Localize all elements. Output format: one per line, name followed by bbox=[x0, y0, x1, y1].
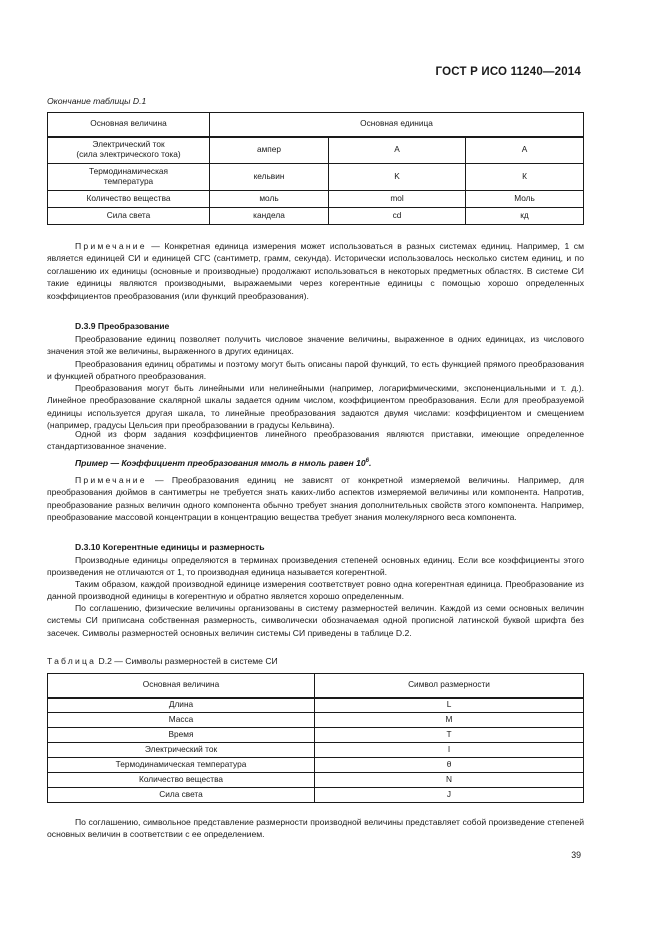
note-lead: Примечание bbox=[75, 475, 147, 485]
table-cell: J bbox=[315, 788, 584, 803]
table-cell: A bbox=[329, 137, 466, 164]
example-line bbox=[75, 458, 371, 468]
column-header: Основная величина bbox=[48, 674, 315, 698]
table-cell: I bbox=[315, 743, 584, 758]
paragraph: Одной из форм задания коэффициентов линейного преобразования являются приставки, имеющие определенное стандартизованное значение. bbox=[47, 429, 584, 452]
table-caption: Окончание таблицы D.1 bbox=[47, 96, 147, 106]
note-lead: Примечание bbox=[75, 241, 147, 251]
table-row bbox=[48, 728, 584, 743]
table-header-row bbox=[48, 674, 584, 698]
paragraph: Преобразование единиц позволяет получить числовое значение величины, выраженное в одних единицах, из числового значения этой же величины, выраженного в других единицах. bbox=[47, 334, 584, 357]
table-cell: Масса bbox=[48, 713, 315, 728]
table-cell: L bbox=[315, 698, 584, 713]
table-row bbox=[48, 713, 584, 728]
table-row bbox=[48, 137, 584, 164]
note-paragraph bbox=[47, 240, 584, 302]
table-cell bbox=[48, 137, 210, 164]
note-paragraph bbox=[47, 474, 584, 524]
table-row bbox=[48, 773, 584, 788]
column-header: Основная единица bbox=[210, 113, 584, 137]
table-cell: Время bbox=[48, 728, 315, 743]
note-text: — Преобразования единиц не зависят от конкретной измеряемой величины. Например, для преобразования дюймов в сантиметры не требуется знать каких-либо аспектов измеряемой величины или компонента. Напротив, преобразование разных величин одного компонента обычно требует знания дополнительных свойств этого компонента. Например, преобразование массовой концентрации в концентрацию вещества требует знания молекулярного веса компонента. bbox=[47, 475, 584, 523]
table-row bbox=[48, 758, 584, 773]
table-cell: M bbox=[315, 713, 584, 728]
table-cell: кд bbox=[466, 208, 584, 225]
table-row bbox=[48, 164, 584, 191]
table-row bbox=[48, 191, 584, 208]
table-cell: cd bbox=[329, 208, 466, 225]
table-cell: K bbox=[329, 164, 466, 191]
table-cell: T bbox=[315, 728, 584, 743]
example-exponent: 6 bbox=[365, 458, 369, 465]
paragraph: Производные единицы определяются в терминах произведения степеней основных единиц. Если все коэффициенты этого произведения не отличаются от 1, то производная единица называется когерентной. bbox=[47, 555, 584, 578]
paragraph: По соглашению, физические величины организованы в систему размерностей величин. Каждой из семи основных величин системы СИ приписана собственная размерность, символически обозначаемая одной прописной латинской буквой шрифта без засечек. Символы размерностей основных величин системы СИ приведены в таблице D.2. bbox=[47, 603, 584, 638]
cell-line: температура bbox=[103, 176, 154, 186]
table-row bbox=[48, 743, 584, 758]
page-number: 39 bbox=[571, 850, 581, 860]
table-cell: К bbox=[466, 164, 584, 191]
table-cell: кельвин bbox=[210, 164, 329, 191]
paragraph: Преобразования единиц обратимы и поэтому могут быть описаны парой функций, то есть функцией прямого преобразования и функцией обратного преобразования. bbox=[47, 359, 584, 382]
table-caption bbox=[47, 656, 278, 666]
table-cell: Количество вещества bbox=[48, 773, 315, 788]
table-cell bbox=[48, 164, 210, 191]
table-row bbox=[48, 208, 584, 225]
table-cell: Длина bbox=[48, 698, 315, 713]
table-cell: моль bbox=[210, 191, 329, 208]
paragraph: Таким образом, каждой производной единице измерения соответствует ровно одна когерентная единица. Преобразование из данной производной единицы в когерентную и обратно является хорошо определенным. bbox=[47, 579, 584, 602]
note-text: — Конкретная единица измерения может использоваться в разных системах единиц. Например, 1 см является единицей СИ и единицей СГС (сантиметр, грамм, секунда). Исторически использовалось несколько систем единиц, и по соглашению их единицы (основные и производные) продолжают использоваться в некоторых предметных областях. В системе СИ такие единицы являются производными, выражаемыми через когерентные единицы с помощью хорошо определенных коэффициентов преобразования (или функций преобразования). bbox=[47, 241, 584, 301]
section-heading: D.3.10 Когерентные единицы и размерность bbox=[75, 542, 265, 552]
document-code: ГОСТ Р ИСО 11240—2014 bbox=[435, 66, 581, 78]
caption-lead: Таблица bbox=[47, 656, 97, 666]
closing-paragraph: По соглашению, символьное представление размерности производной величины представляет собой произведение степеней основных величин в соответствии с ее определением. bbox=[47, 817, 584, 840]
column-header: Основная величина bbox=[48, 113, 210, 137]
table-cell: Термодинамическая температура bbox=[48, 758, 315, 773]
example-end: . bbox=[368, 458, 372, 468]
paragraph: Преобразования могут быть линейными или нелинейными (например, логарифмическими, экспоненциальными и т. д.). Линейное преобразование скалярной шкалы задается одним числом, коэффициентом преобразования. Если для преобразуемой единицы используется другая шкала, то линейные преобразования задаются двумя числами: коэффициентом и смещением (например, градусы Цельсия при преобразовании в градусы Кельвина). bbox=[47, 383, 584, 431]
cell-line: Электрический ток bbox=[92, 139, 165, 150]
table-cell: ампер bbox=[210, 137, 329, 164]
table-cell: Сила света bbox=[48, 788, 315, 803]
table-cell: Моль bbox=[466, 191, 584, 208]
caption-text: D.2 — Символы размерностей в системе СИ bbox=[96, 656, 278, 666]
table-header-row bbox=[48, 113, 584, 137]
dimension-symbols-table bbox=[47, 673, 584, 803]
base-units-table bbox=[47, 112, 584, 225]
table-row bbox=[48, 698, 584, 713]
column-header: Символ размерности bbox=[315, 674, 584, 698]
table-row bbox=[48, 788, 584, 803]
table-cell: mol bbox=[329, 191, 466, 208]
table-cell: Количество вещества bbox=[48, 191, 210, 208]
table-cell: Электрический ток bbox=[48, 743, 315, 758]
section-heading: D.3.9 Преобразование bbox=[75, 321, 170, 331]
example-text: Пример — Коэффициент преобразования ммоль в нмоль равен 10 bbox=[75, 458, 366, 468]
table-cell: N bbox=[315, 773, 584, 788]
table-cell: Сила света bbox=[48, 208, 210, 225]
table-cell: кандела bbox=[210, 208, 329, 225]
cell-line: Термодинамическая bbox=[89, 166, 168, 177]
cell-line: (сила электрического тока) bbox=[76, 149, 181, 160]
table-cell: θ bbox=[315, 758, 584, 773]
table-cell: А bbox=[466, 137, 584, 164]
